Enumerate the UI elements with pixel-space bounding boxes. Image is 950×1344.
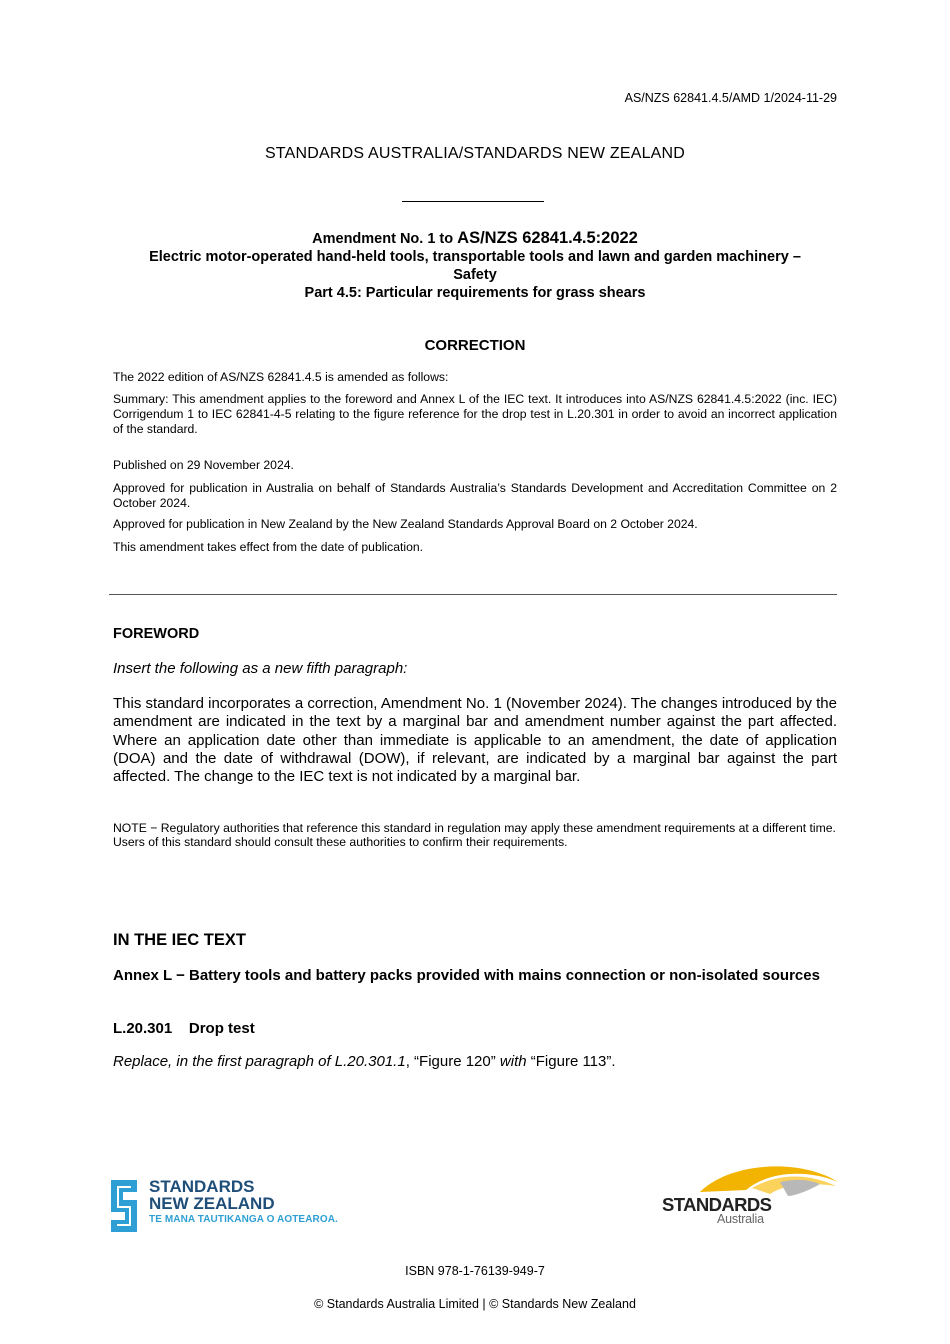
snz-emblem-icon — [111, 1180, 143, 1232]
isbn: ISBN 978-1-76139-949-7 — [405, 1264, 545, 1278]
published-date: Published on 29 November 2024. — [113, 458, 294, 472]
approval-australia: Approved for publication in Australia on behalf of Standards Australia’s Standards Development and Accreditation Committee on 2 October 2024. — [113, 481, 837, 510]
effective-date: This amendment takes effect from the date of publication. — [113, 540, 424, 554]
amendment-title-line1: Amendment No. 1 to AS/NZS 62841.4.5:2022 — [312, 229, 638, 247]
iec-text-heading: IN THE IEC TEXT — [113, 931, 246, 949]
clause-heading: L.20.301 Drop test — [113, 1020, 255, 1037]
document-reference: AS/NZS 62841.4.5/AMD 1/2024-11-29 — [624, 91, 837, 105]
standards-australia-logo — [660, 1160, 840, 1230]
annex-heading: Annex L − Battery tools and battery packs provided with mains connection or non-isolated sources — [113, 967, 820, 984]
amendment-title-line3: Safety — [453, 267, 497, 283]
snz-tagline: TE MANA TAUTIKANGA O AOTEAROA. — [149, 1214, 338, 1225]
replacement-instruction: Replace, in the first paragraph of L.20.301.1, “Figure 120” with “Figure 113”. — [113, 1053, 616, 1070]
standards-new-zealand-logo — [111, 1176, 341, 1236]
correction-heading: CORRECTION — [424, 337, 526, 354]
amendment-title-line2: Electric motor-operated hand-held tools, transportable tools and lawn and garden machinery – — [149, 249, 801, 265]
section-divider — [109, 594, 837, 595]
foreword-instruction: Insert the following as a new fifth paragraph: — [113, 660, 408, 677]
approval-new-zealand: Approved for publication in New Zealand by the New Zealand Standards Approval Board on 2 October 2024. — [113, 517, 698, 531]
amendment-intro: The 2022 edition of AS/NZS 62841.4.5 is amended as follows: — [113, 370, 449, 384]
organisation-title: STANDARDS AUSTRALIA/STANDARDS NEW ZEALAND — [264, 145, 686, 162]
amendment-summary: Summary: This amendment applies to the foreword and Annex L of the IEC text. It introduces into AS/NZS 62841.4.5:2022 (inc. IEC) Corrigendum 1 to IEC 62841-4-5 relating to the figure reference for the drop test in L.20.301 in order to avoid an incorrect application of the standard. — [113, 392, 837, 436]
foreword-heading: FOREWORD — [113, 626, 200, 642]
snz-wordmark-line2: NEW ZEALAND — [149, 1194, 275, 1213]
title-divider — [402, 201, 544, 202]
foreword-note: NOTE − Regulatory authorities that reference this standard in regulation may apply these amendment requirements at a different time. Users of this standard should consult these authorities to confirm their requirements. — [113, 821, 836, 849]
amendment-title-line4: Part 4.5: Particular requirements for grass shears — [304, 285, 646, 301]
sa-wordmark: STANDARDS — [662, 1194, 772, 1215]
amendment-title — [100, 229, 850, 302]
sa-wordmark-sub: Australia — [717, 1212, 764, 1226]
snz-wordmark-line1: STANDARDS — [149, 1177, 255, 1196]
snz-wordmark — [149, 1178, 275, 1212]
copyright: © Standards Australia Limited | © Standards New Zealand — [314, 1297, 636, 1311]
foreword-paragraph: This standard incorporates a correction, Amendment No. 1 (November 2024). The changes introduced by the amendment are indicated in the text by a marginal bar and amendment number against the part affected. Where an application date other than immediate is applicable to an amendment, the date of application (DOA) and the date of withdrawal (DOW), if relevant, are indicated by a marginal bar against the part affected. The change to the IEC text is not indicated by a marginal bar. — [113, 695, 837, 786]
